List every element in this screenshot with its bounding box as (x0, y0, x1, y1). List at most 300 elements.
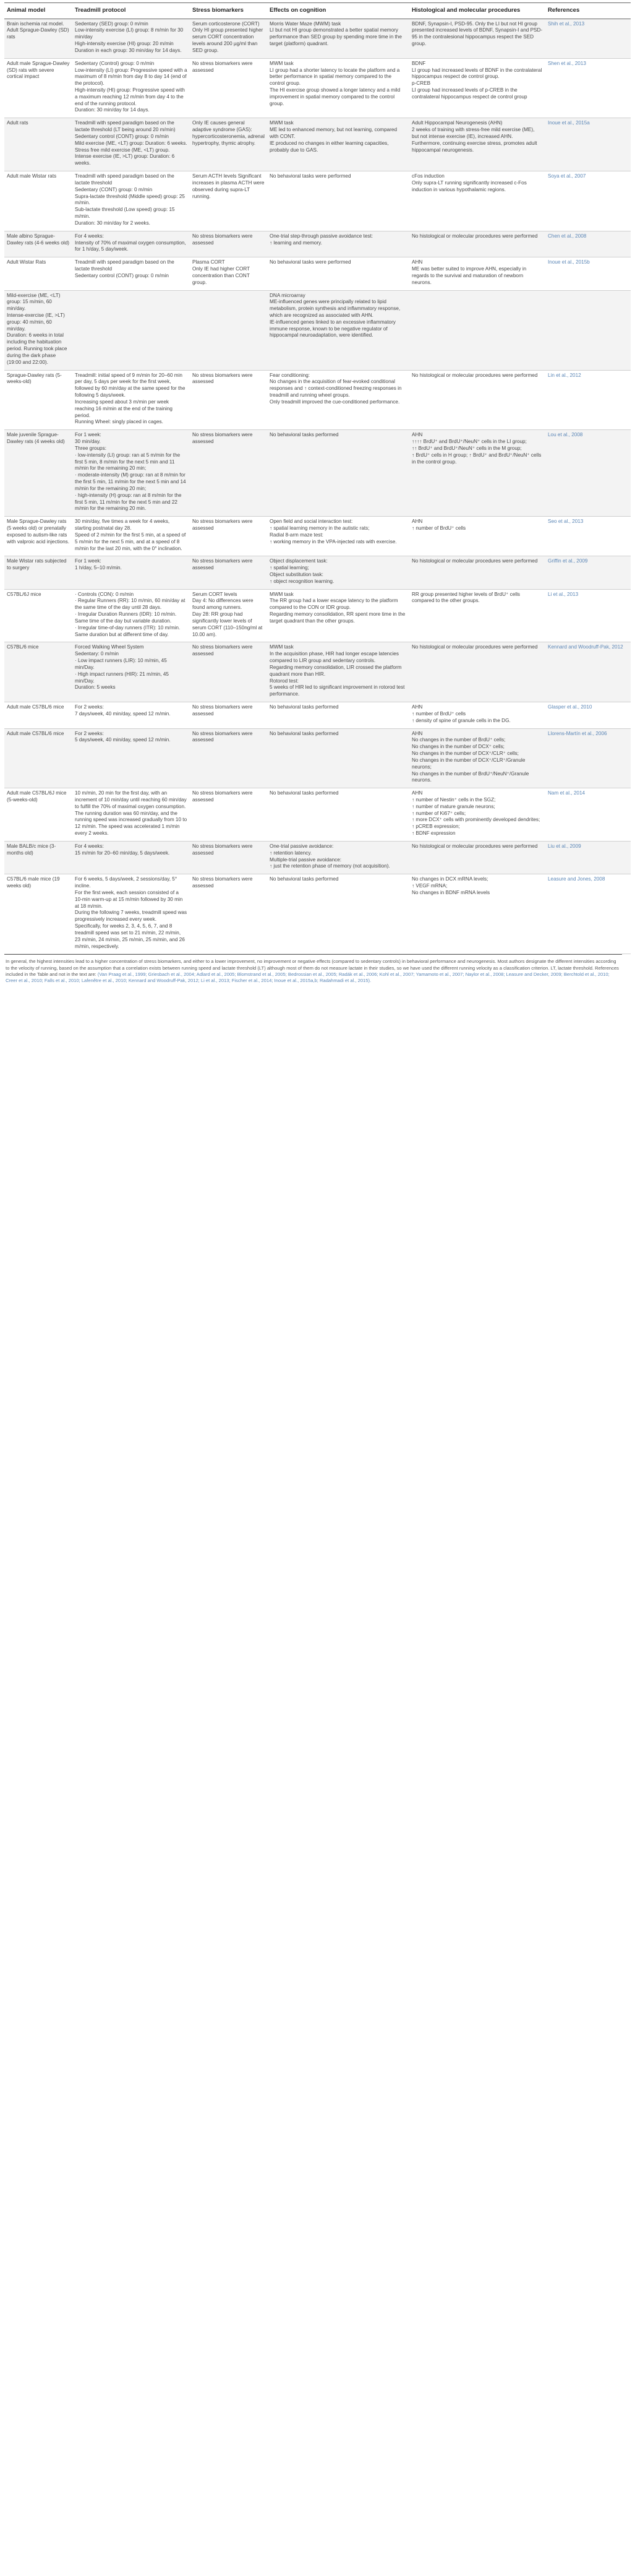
cell-line: 1 h/day, 5–10 m/min. (75, 565, 122, 571)
table-row (4, 788, 631, 842)
cell-line: Speed of 2 m/min for the first 5 min, at a speed of 5 m/min for the next 5 min, and at a speed of 8 m/min for the last 20 min, with the 0° inclination. (75, 532, 186, 551)
cell-line: · Irregular Duration Runners (IDR): 10 m/min. Same time of the day but variable duration. (75, 611, 177, 624)
cell-line: Adult rats (7, 120, 28, 126)
cell-line: MWM task (270, 120, 294, 126)
cell-line: ↑ more DCX⁺ cells with prominently developed dendrites; (412, 817, 540, 823)
cell-line: Duration: 30 min/day for 2 weeks. (75, 220, 150, 226)
cell-line: Sedentary control (CONT) group: 0 m/min (75, 133, 169, 139)
cell-line: AHN (412, 432, 423, 438)
cell-line: No changes in the acquisition of fear-evoked conditional responses and ↑ context-conditioned freezing responses in treadmill and running wheel groups. (270, 379, 402, 398)
cell-treadmill-protocol (72, 231, 190, 257)
header-treadmill-protocol: Treadmill protocol (72, 3, 190, 19)
cell-line: 10 m/min, 20 min for the first day, with an increment of 10 min/day until reaching 60 min/day to fulfill the 70% of maximal oxygen consumption. The running duration was 60 min/day, and the running speed was increased gradually from 10 to 12 m/min. The speed was accelerated 1 m/min every 2 weeks. (75, 790, 187, 837)
cell-line: Plasma CORT (192, 259, 225, 265)
cell-line: Open field and social interaction test: (270, 519, 353, 525)
cell-animal-model (4, 589, 72, 642)
cell-effects-on-cognition (267, 58, 409, 118)
cell-line: ↑ spatial learning; (270, 565, 309, 571)
cell-line: Adult male Wistar rats (7, 173, 57, 179)
reference-link[interactable]: Nam et al., 2014 (548, 790, 586, 796)
cell-line: Low-intensity (LI) group: Progressive speed with a maximum of 8 m/min from day 8 to day 14 (end of the protocol). (75, 67, 187, 87)
cell-line: MWM task (270, 644, 294, 650)
cell-line: Rotorod test: (270, 678, 299, 684)
cell-line: Low-intensity exercise (LI) group: 8 m/min for 30 min/day (75, 27, 184, 40)
cell-line: Fear conditioning: (270, 372, 310, 378)
cell-line: · Low impact runners (LIR): 10 m/min, 45 min/Day. (75, 658, 167, 670)
cell-line: ↑↑ BrdU⁺ and BrdU⁺/NeuN⁺ cells in the M group; (412, 445, 522, 451)
cell-stress-biomarkers (190, 702, 267, 728)
cell-line: Only HI group presented higher serum CORT concentration levels around 200 µg/ml than SED group. (192, 27, 263, 53)
cell-line: Running Wheel: singly placed in cages. (75, 419, 163, 425)
cell-line: C57BL/6 male mice (19 weeks old) (7, 876, 60, 889)
table-row (4, 702, 631, 728)
cell-effects-on-cognition (267, 290, 409, 370)
cell-line: Object substitution task: (270, 571, 323, 577)
table-row (4, 556, 631, 589)
table-row (4, 231, 631, 257)
cell-treadmill-protocol (72, 171, 190, 231)
reference-link[interactable]: Li et al., 2013 (548, 591, 579, 597)
cell-line: No stress biomarkers were assessed (192, 876, 253, 889)
cell-line: Mild-exercise (ME, <LT) group: 15 m/min, 60 min/day. (7, 292, 61, 312)
cell-line: LI group had increased levels of BDNF in the contralateral hippocampus respect de control group. (412, 67, 542, 80)
cell-animal-model (4, 58, 72, 118)
cell-line: LI group had increased levels of p-CREB in the contralateral hippocampus respect de control group (412, 87, 527, 100)
cell-line: Sub-lactate threshold (Low speed) group: 15 m/min. (75, 207, 175, 220)
cell-effects-on-cognition (267, 430, 409, 517)
cell-reference (545, 257, 631, 290)
cell-reference (545, 430, 631, 517)
cell-line: No histological or molecular procedures were performed (412, 233, 538, 239)
cell-histological-procedures (409, 702, 545, 728)
reference-link[interactable]: Llorens-Martín et al., 2006 (548, 730, 607, 736)
cell-reference (545, 788, 631, 842)
cell-treadmill-protocol (72, 642, 190, 702)
cell-line: Intense exercise (IE, >LT) group: Duration: 6 weeks. (75, 153, 175, 166)
page (0, 0, 626, 989)
cell-line: No changes in the number of BrdU⁺ cells; (412, 737, 506, 743)
cell-line: ↑ number of BrdU⁺ cells (412, 710, 466, 717)
cell-effects-on-cognition (267, 841, 409, 874)
cell-line: No histological or molecular procedures were performed (412, 558, 538, 564)
cell-line: ↑ number of Ki67⁺ cells; (412, 810, 466, 816)
cell-line: Only IE had higher CORT concentration than CONT group. (192, 266, 250, 285)
cell-effects-on-cognition (267, 874, 409, 954)
cell-reference (545, 589, 631, 642)
cell-line: IE produced no changes in either learning capacities, probably due to GAS. (270, 140, 389, 153)
reference-link[interactable]: Seo et al., 2013 (548, 519, 584, 525)
cell-reference (545, 370, 631, 430)
cell-line: AHN (412, 259, 423, 265)
cell-treadmill-protocol (72, 290, 190, 370)
cell-effects-on-cognition (267, 556, 409, 589)
cell-line: No behavioral tasks performed (270, 790, 339, 796)
cell-reference (545, 556, 631, 589)
cell-stress-biomarkers (190, 290, 267, 370)
cell-animal-model (4, 556, 72, 589)
cell-reference (545, 231, 631, 257)
cell-line: Duration: 6 weeks in total including the habituation period. Running took place during the dark phase (19:00 and 22:00). (7, 332, 67, 365)
cell-line: C57BL/6J mice (7, 591, 41, 597)
cell-line: 30 min/day, five times a week for 4 weeks, starting postnatal day 28. (75, 519, 170, 532)
cell-line: No behavioral tasks performed (270, 876, 339, 882)
cell-stress-biomarkers (190, 556, 267, 589)
cell-treadmill-protocol (72, 556, 190, 589)
cell-treadmill-protocol (72, 118, 190, 171)
cell-line: Male Sprague-Dawley rats (5 weeks old) or prenatally exposed to autism-like rats with valproic acid injections. (7, 519, 70, 545)
cell-line: Treadmill with speed paradigm based on the lactate threshold (75, 173, 174, 186)
cell-line: Adult male C57BL/6 mice (7, 704, 64, 710)
cell-line: Specifically, for weeks 2, 3, 4, 5, 6, 7, and 8 treadmill speed was set to 21 m/min, 22 m/min, 23 m/min, 24 m/min, 25 m/min, 25 m/min, and 26 m/min, respectively. (75, 923, 185, 949)
cell-line: Sedentary: 0 m/min (75, 651, 119, 657)
cell-histological-procedures (409, 874, 545, 954)
cell-histological-procedures (409, 231, 545, 257)
cell-stress-biomarkers (190, 841, 267, 874)
cell-line: No changes in the number of DCX⁺/CLR⁺/Granule neurons; (412, 757, 526, 770)
table-row (4, 290, 631, 370)
cell-line: ↑ number of mature granule neurons; (412, 803, 495, 809)
cell-line: No stress biomarkers were assessed (192, 60, 253, 73)
cell-line: No histological or molecular procedures were performed (412, 843, 538, 849)
reference-link[interactable]: Kennard and Woodruff-Pak, 2012 (548, 644, 623, 650)
cell-effects-on-cognition (267, 589, 409, 642)
header-references: References (545, 3, 631, 19)
reference-link[interactable]: Griffin et al., 2009 (548, 558, 588, 564)
cell-effects-on-cognition (267, 517, 409, 556)
cell-stress-biomarkers (190, 589, 267, 642)
cell-line: No stress biomarkers were assessed (192, 730, 253, 743)
table-row (4, 118, 631, 171)
cell-line: Adult Hippocampal Neurogenesis (AHN) (412, 120, 503, 126)
table-footnote (4, 954, 622, 986)
cell-histological-procedures (409, 257, 545, 290)
cell-line: No stress biomarkers were assessed (192, 704, 253, 717)
cell-line: · high-intensity (H) group: ran at 8 m/min for the first 5 min, 11 m/min for the next 5 min and 22 m/min for the remaining 20 min. (75, 492, 182, 512)
cell-line: Regarding memory consolidation, LIR crossed the platform quadrant more than HIR. (270, 664, 402, 677)
cell-treadmill-protocol (72, 788, 190, 842)
cell-reference (545, 171, 631, 231)
cell-stress-biomarkers (190, 257, 267, 290)
cell-reference (545, 58, 631, 118)
cell-line: Male Wistar rats subjected to surgery (7, 558, 67, 571)
cell-reference (545, 642, 631, 702)
cell-line: Regarding memory consolidation, RR spent more time in the target quadrant than the other groups. (270, 611, 406, 624)
cell-line: One-trial step-through passive avoidance test: (270, 233, 373, 239)
cell-line: No behavioral tasks performed (270, 730, 339, 736)
cell-line: Serum CORT levels (192, 591, 237, 597)
table-row (4, 517, 631, 556)
cell-line: ↑ working memory in the VPA-injected rats with exercise. (270, 538, 397, 545)
cell-line: No stress biomarkers were assessed (192, 372, 253, 385)
header-effects-on-cognition: Effects on cognition (267, 3, 409, 19)
cell-line: No stress biomarkers were assessed (192, 233, 253, 246)
cell-animal-model (4, 290, 72, 370)
cell-line: No stress biomarkers were assessed (192, 644, 253, 657)
cell-stress-biomarkers (190, 642, 267, 702)
cell-treadmill-protocol (72, 874, 190, 954)
reference-link[interactable]: Lin et al., 2012 (548, 372, 581, 378)
cell-animal-model (4, 642, 72, 702)
cell-line: Treadmill with speed paradigm based on the lactate threshold (LT being around 20 m/min) (75, 120, 176, 133)
cell-line: Three groups: (75, 445, 106, 451)
cell-stress-biomarkers (190, 370, 267, 430)
cell-treadmill-protocol (72, 517, 190, 556)
cell-line: ME-influenced genes were principally related to lipid metabolism, protein synthesis and inflammatory response, which are recognized as associated with AHN. (270, 299, 401, 318)
cell-line: Morris Water Maze (MWM) task (270, 20, 341, 27)
cell-animal-model (4, 517, 72, 556)
cell-line: Adult male C57BL/6J mice (5-weeks-old) (7, 790, 67, 803)
cell-line: Brain ischemia rat model. Adult Sprague-Dawley (SD) rats (7, 20, 69, 40)
cell-line: Multiple-trial passive avoidance: (270, 856, 342, 863)
cell-line: Treadmill with speed paradigm based on the lactate threshold (75, 259, 174, 272)
cell-line: LI group had a shorter latency to locate the platform and a better performance in spatial memory compared to the control group. (270, 67, 400, 87)
cell-line: Intense-exercise (IE, >LT) group: 40 m/min, 60 min/day. (7, 312, 65, 332)
cell-line: No behavioral tasks performed (270, 432, 339, 438)
cell-line: ↑ learning and memory. (270, 239, 322, 246)
cell-line: ↑ just the retention phase of memory (not acquisition). (270, 863, 390, 869)
cell-line: Treadmill: initial speed of 9 m/min for 20–60 min per day, 5 days per week for the first week, followed by 60 min/day at the same speed for the following 5 days/week. (75, 372, 185, 398)
cell-animal-model (4, 702, 72, 728)
cell-line: p-CREB (412, 80, 431, 87)
table-row (4, 171, 631, 231)
table-row (4, 430, 631, 517)
cell-histological-procedures (409, 370, 545, 430)
cell-line: 2 weeks of training with stress-free mild exercise (ME), but not intense exercise (IE), increased AHN. Furthermore, continuing exercise stress, promotes adult hippocampal neurogenesis. (412, 127, 537, 153)
cell-histological-procedures (409, 841, 545, 874)
cell-line: 7 days/week, 40 min/day, speed 12 m/min. (75, 710, 171, 717)
reference-link[interactable]: Liu et al., 2009 (548, 843, 581, 849)
cell-line: No behavioral tasks performed (270, 704, 339, 710)
cell-line: AHN (412, 704, 423, 710)
cell-line: cFos induction (412, 173, 445, 179)
cell-line: ↑ object recognition learning. (270, 578, 335, 584)
cell-line: LI but not HI group demonstrated a better spatial memory performance than SED group by spending more time in the target (platform) quadrant. (270, 27, 402, 47)
header-animal-model: Animal model (4, 3, 72, 19)
cell-line: No stress biomarkers were assessed (192, 558, 253, 571)
cell-treadmill-protocol (72, 58, 190, 118)
cell-line: Adult male C57BL/6 mice (7, 730, 64, 736)
cell-line: No changes in the number of DCX⁺ cells; (412, 744, 505, 750)
cell-treadmill-protocol (72, 370, 190, 430)
cell-histological-procedures (409, 728, 545, 788)
cell-line: For 1 week: (75, 558, 101, 564)
table-row (4, 728, 631, 788)
cell-stress-biomarkers (190, 430, 267, 517)
cell-line: In the acquisition phase, HIR had longer escape latencies compared to LIR group and sedentary controls. (270, 651, 399, 664)
cell-line: · Controls (CON): 0 m/min (75, 591, 134, 597)
cell-line: Radial 8-arm maze test: (270, 532, 323, 538)
reference-link[interactable]: Chen et al., 2008 (548, 233, 587, 239)
cell-line: Object displacement task: (270, 558, 328, 564)
cell-line: Only supra-LT running significantly increased c-Fos induction in various hypothalamic regions. (412, 179, 527, 192)
cell-reference (545, 118, 631, 171)
cell-stress-biomarkers (190, 231, 267, 257)
cell-stress-biomarkers (190, 58, 267, 118)
cell-line: No changes in the number of BrdU⁺/NeuN⁺/Granule neurons. (412, 770, 529, 783)
cell-line: C57BL/6 mice (7, 644, 39, 650)
cell-treadmill-protocol (72, 728, 190, 788)
cell-line: ↑ VEGF mRNA; (412, 883, 448, 889)
cell-line: ↑ retention latency. (270, 850, 312, 856)
cell-line: High-intensity (HI) group: Progressive speed with a maximum reaching 12 m/min from day 4 to the end of the running protocol. (75, 87, 185, 106)
cell-line: No behavioral tasks were performed (270, 259, 351, 265)
cell-stress-biomarkers (190, 874, 267, 954)
cell-effects-on-cognition (267, 702, 409, 728)
cell-line: IE-influenced genes linked to an excessive inflammatory immune response, known to be negative regulator of hippocampal neuroadaptation, were identified. (270, 319, 396, 338)
cell-line: ↑ spatial learning memory in the autistic rats; (270, 525, 370, 532)
cell-stress-biomarkers (190, 19, 267, 58)
cell-line: ↑ number of Nestin⁺ cells in the SGZ; (412, 797, 496, 803)
cell-treadmill-protocol (72, 841, 190, 874)
cell-line: No stress biomarkers were assessed (192, 843, 253, 856)
cell-line: No stress biomarkers were assessed (192, 790, 253, 803)
cell-line: RR group presented higher levels of BrdU⁺ cells compared to the other groups. (412, 591, 520, 604)
cell-line: No behavioral tasks were performed (270, 173, 351, 179)
cell-line: No histological or molecular procedures were performed (412, 372, 538, 378)
cell-histological-procedures (409, 58, 545, 118)
cell-line: Male albino Sprague-Dawley rats (4-6 weeks old) (7, 233, 70, 246)
cell-reference (545, 841, 631, 874)
header-row (4, 3, 631, 19)
cell-stress-biomarkers (190, 118, 267, 171)
cell-reference (545, 19, 631, 58)
cell-line: · Irregular time-of-day runners (ITR): 10 m/min. Same duration but at different time of day. (75, 624, 181, 637)
cell-effects-on-cognition (267, 728, 409, 788)
cell-stress-biomarkers (190, 728, 267, 788)
cell-line: Sprague-Dawley rats (5-weeks-old) (7, 372, 62, 385)
cell-effects-on-cognition (267, 231, 409, 257)
cell-line: DNA microarray (270, 292, 305, 298)
cell-line: No stress biomarkers were assessed (192, 519, 253, 532)
cell-histological-procedures (409, 788, 545, 842)
cell-line: For 2 weeks: (75, 704, 104, 710)
cell-line: Sedentary control (CONT) group: 0 m/min (75, 272, 169, 278)
cell-line: Adult male Sprague-Dawley (SD) rats with severe cortical impact (7, 60, 70, 80)
cell-line: Only IE causes general adaptive syndrome (GAS): hypercorticosteronemia, adrenal hypertrophy, thymic atrophy. (192, 120, 265, 146)
cell-line: BDNF (412, 60, 426, 66)
cell-animal-model (4, 118, 72, 171)
cell-effects-on-cognition (267, 370, 409, 430)
reference-link[interactable]: Lou et al., 2008 (548, 432, 583, 438)
table-body (4, 19, 631, 954)
cell-line: For 6 weeks, 5 days/week, 2 sessions/day, 5° incline. (75, 876, 177, 889)
table-row (4, 370, 631, 430)
cell-line: Sedentary (Control) group: 0 m/min (75, 60, 155, 66)
cell-animal-model (4, 370, 72, 430)
cell-line: For 1 week: (75, 432, 101, 438)
cell-line: 5 days/week, 40 min/day, speed 12 m/min. (75, 737, 171, 743)
cell-line: Stress free mild exercise (ME, <LT) group. (75, 147, 170, 153)
cell-line: For 2 weeks: (75, 730, 104, 736)
cell-line: Duration: 5 weeks (75, 684, 116, 691)
table-row (4, 58, 631, 118)
cell-treadmill-protocol (72, 257, 190, 290)
cell-line: MWM task (270, 60, 294, 66)
cell-line: Day 4: No differences were found among runners. (192, 598, 254, 611)
cell-line: ↑ number of BrdU⁺ cells (412, 525, 466, 532)
reference-link[interactable]: Leasure and Jones, 2008 (548, 876, 605, 882)
cell-line: Male BALB/c mice (3-months old) (7, 843, 56, 856)
cell-line: The RR group had a lower escape latency to the platform compared to the CON or IDR group. (270, 598, 398, 611)
cell-reference (545, 874, 631, 954)
cell-effects-on-cognition (267, 19, 409, 58)
cell-line: Increasing speed about 3 m/min per week reaching 16 m/min at the end of the training period. (75, 398, 173, 418)
cell-line: · High impact runners (HIR): 21 m/min, 45 min/Day. (75, 671, 169, 684)
cell-line: 30 min/day. (75, 439, 101, 445)
reference-link[interactable]: Inoue et al., 2015b (548, 259, 590, 265)
cell-line: Forced Walking Wheel System (75, 644, 144, 650)
cell-line: ↑ BrdU⁺ cells in H group; ↑ BrdU⁺ and BrdU⁺/NeuN⁺ cells in the control group. (412, 452, 542, 465)
table-row (4, 589, 631, 642)
cell-animal-model (4, 728, 72, 788)
cell-line: AHN (412, 519, 423, 525)
cell-line: · low-intensity (LI) group: ran at 5 m/min for the first 5 min, 8 m/min for the next 5 min and 11 m/min for the remaining 20 min; (75, 452, 181, 472)
reference-link[interactable]: Shen et al., 2013 (548, 60, 586, 66)
cell-line: · moderate-intensity (M) group: ran at 8 m/min for the first 5 min, 11 m/min for the next 5 min and 14 m/min for the remaining 20 min; (75, 472, 186, 491)
cell-animal-model (4, 430, 72, 517)
cell-treadmill-protocol (72, 430, 190, 517)
table-row (4, 874, 631, 954)
reference-link[interactable]: Glasper et al., 2010 (548, 704, 592, 710)
reference-link[interactable]: Inoue et al., 2015a (548, 120, 590, 126)
cell-line: ↑ density of spine of granule cells in the DG. (412, 717, 511, 723)
cell-line: · Regular Runners (RR): 10 m/min, 60 min/day at the same time of the day until 28 days. (75, 598, 185, 611)
table-row (4, 841, 631, 874)
cell-line: High-intensity exercise (HI) group: 20 m/min (75, 41, 174, 47)
cell-treadmill-protocol (72, 702, 190, 728)
cell-line: 5 weeks of HIR led to significant improvement in rotorod test performance. (270, 684, 405, 697)
cell-treadmill-protocol (72, 19, 190, 58)
cell-line: No changes in BDNF mRNA levels (412, 889, 490, 895)
table-header (4, 3, 631, 19)
cell-animal-model (4, 257, 72, 290)
cell-line: Duration: 30 min/day for 14 days. (75, 107, 150, 113)
cell-line: AHN (412, 730, 423, 736)
studies-table (4, 2, 631, 954)
cell-line: ↑ BDNF expression (412, 830, 456, 837)
header-histological-procedures: Histological and molecular procedures (409, 3, 545, 19)
cell-line: During the following 7 weeks, treadmill speed was progressively increased every week. (75, 910, 187, 923)
cell-line: ↑ pCREB expression; (412, 824, 460, 830)
cell-histological-procedures (409, 171, 545, 231)
cell-reference (545, 702, 631, 728)
cell-line: AHN (412, 790, 423, 796)
cell-line: Sedentary (SED) group: 0 m/min (75, 20, 148, 27)
cell-line: Serum corticosterone (CORT) (192, 20, 260, 27)
cell-line: For the first week, each session consisted of a 10-min warm-up at 15 m/min followed by 30 min at 18 m/min. (75, 889, 183, 909)
cell-line: Mild exercise (ME, <LT) group: Duration: 6 weeks. (75, 140, 187, 146)
cell-line: Male juvenile Sprague-Dawley rats (4 weeks old) (7, 432, 65, 445)
cell-line: Duration in each group: 30 min/day for 14 days. (75, 47, 182, 53)
cell-animal-model (4, 788, 72, 842)
cell-animal-model (4, 841, 72, 874)
table-row (4, 19, 631, 58)
footnote-references: (Van Praag et al., 1999; Griesbach et al., 2004; Adlard et al., 2005; Blomstrand et al., 2005; Bedrossian et al., 2005; Radák et al., 2006; Kohl et al., 2007; Yamamoto et al., 2007; Naylor et al., 2008; Leasure and Decker, 2009; Berchtold et al., 2010; Creer et al., 2010; Falls et al., 2010; Lafenêtre et al., 2010; Kennard and Woodruff-Pak, 2012; Li et al., 2013; Fischer et al., 2014; Inoue et al., 2015a,b; Radahmadi et al., 2015). (6, 971, 610, 984)
cell-histological-procedures (409, 118, 545, 171)
cell-line: ↑↑↑↑ BrdU⁺ and BrdU⁺/NeuN⁺ cells in the LI group; (412, 439, 527, 445)
cell-effects-on-cognition (267, 788, 409, 842)
reference-link[interactable]: Soya et al., 2007 (548, 173, 586, 179)
cell-line: Only treadmill improved the cue-conditioned performance. (270, 398, 400, 405)
cell-line: Adult Wistar Rats (7, 259, 46, 265)
cell-line: No changes in DCX mRNA levels; (412, 876, 488, 882)
cell-line: For 4 weeks: (75, 233, 104, 239)
cell-line: Day 28: RR group had significantly lower levels of serum CORT (110–150ng/ml at 10.00 am). (192, 611, 263, 637)
cell-reference (545, 517, 631, 556)
cell-histological-procedures (409, 290, 545, 370)
cell-line: One-trial passive avoidance: (270, 843, 334, 849)
reference-link[interactable]: Shih et al., 2013 (548, 20, 585, 27)
